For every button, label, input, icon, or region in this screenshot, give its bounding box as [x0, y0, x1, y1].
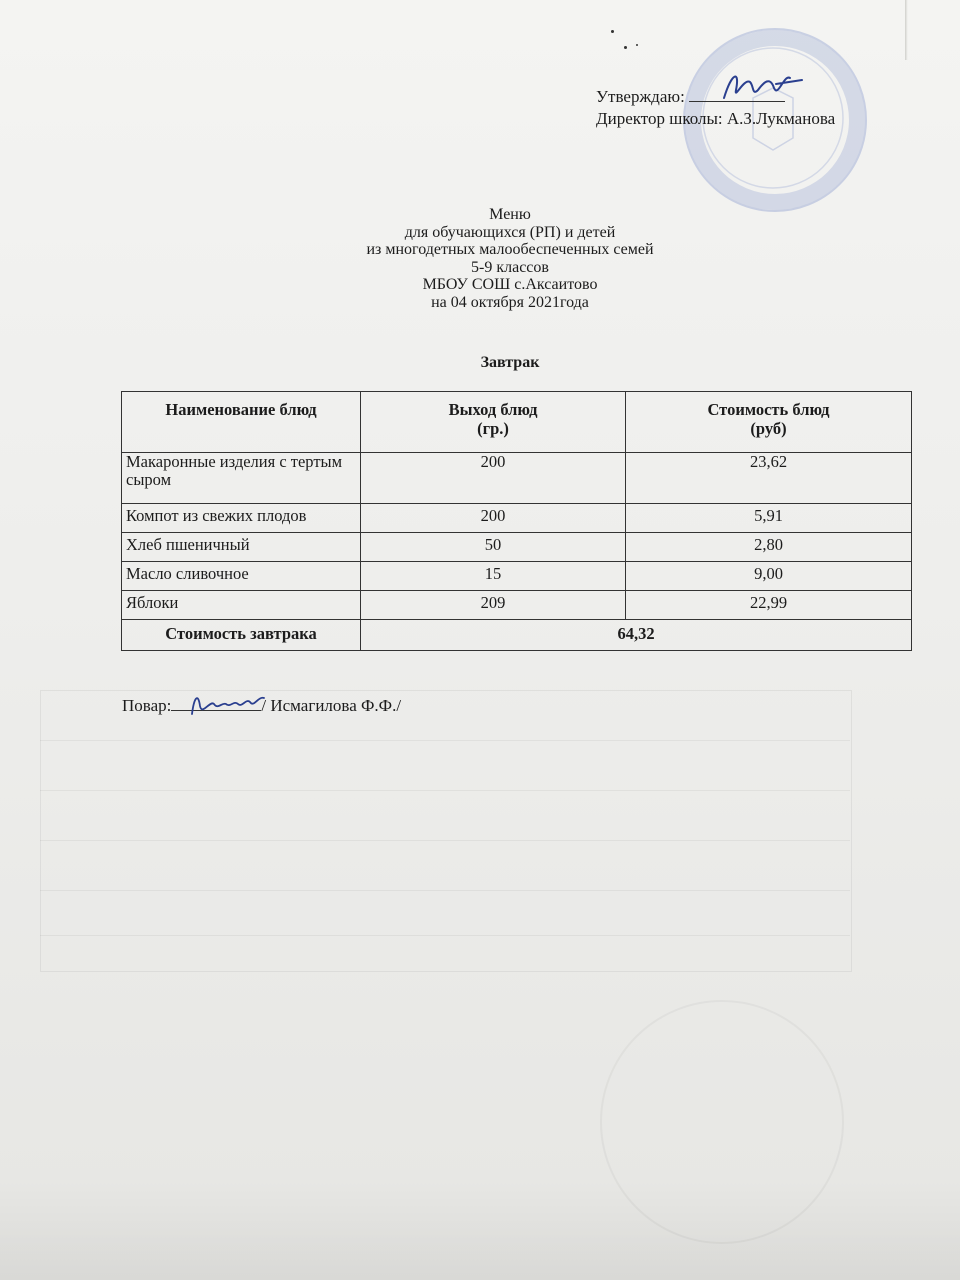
- bleed-through-line: [40, 840, 850, 841]
- header-cost-line: Стоимость блюд: [707, 400, 830, 419]
- dish-yield: 15: [361, 562, 626, 591]
- stray-mark: [636, 44, 638, 46]
- stray-mark: [624, 46, 627, 49]
- total-label: Стоимость завтрака: [122, 620, 361, 651]
- header-cost-line: (руб): [750, 419, 787, 438]
- bleed-through-line: [40, 790, 850, 791]
- dish-cost: 2,80: [626, 533, 912, 562]
- director-signature-icon: [718, 68, 808, 108]
- table-header-row: [122, 392, 912, 453]
- approve-label: Утверждаю:: [596, 87, 685, 106]
- dish-cost: 9,00: [626, 562, 912, 591]
- title-line: МБОУ СОШ с.Аксаитово: [422, 276, 598, 294]
- paper-fold: [905, 0, 908, 60]
- header-dish-name: Наименование блюд: [122, 392, 361, 453]
- bleed-through-line: [40, 740, 850, 741]
- bleed-through-line: [40, 935, 850, 936]
- dish-cost: 22,99: [626, 591, 912, 620]
- header-yield: [361, 392, 626, 453]
- title-line: на 04 октября 2021года: [431, 293, 589, 311]
- dish-name: Масло сливочное: [122, 562, 361, 591]
- cook-name: / Исмагилова Ф.Ф./: [261, 696, 402, 715]
- bleed-through-line: [40, 890, 850, 891]
- header-cost: [626, 392, 912, 453]
- stray-mark: [611, 30, 614, 33]
- cook-label: Повар:: [122, 696, 172, 715]
- dish-cost: 5,91: [626, 504, 912, 533]
- dish-name: Компот из свежих плодов: [122, 504, 361, 533]
- dish-name: Макаронные изделия с тертым сыром: [122, 453, 361, 504]
- total-value: 64,32: [361, 620, 912, 651]
- dish-cost: 23,62: [626, 453, 912, 504]
- menu-title: [300, 206, 720, 312]
- header-yield-line: (гр.): [477, 419, 509, 438]
- menu-table: [121, 391, 912, 651]
- dish-yield: 200: [361, 453, 626, 504]
- page-shadow: [0, 1180, 960, 1280]
- table-row: [122, 591, 912, 620]
- title-line: Меню: [489, 206, 531, 223]
- header-yield-line: Выход блюд: [448, 400, 538, 419]
- dish-name: Яблоки: [122, 591, 361, 620]
- dish-yield: 209: [361, 591, 626, 620]
- table-row: [122, 533, 912, 562]
- dish-name: Хлеб пшеничный: [122, 533, 361, 562]
- dish-yield: 200: [361, 504, 626, 533]
- table-row: [122, 453, 912, 504]
- title-line: 5-9 классов: [471, 258, 549, 276]
- cook-signature-icon: [184, 688, 280, 722]
- bleed-through-table: [40, 690, 852, 972]
- title-line: для обучающихся (РП) и детей: [404, 223, 616, 241]
- table-row: [122, 562, 912, 591]
- dish-yield: 50: [361, 533, 626, 562]
- meal-heading: Завтрак: [480, 354, 540, 371]
- total-row: [122, 620, 912, 651]
- table-row: [122, 504, 912, 533]
- title-line: из многодетных малообеспеченных семей: [366, 241, 654, 259]
- director-line: Директор школы: А.З.Лукманова: [596, 109, 836, 128]
